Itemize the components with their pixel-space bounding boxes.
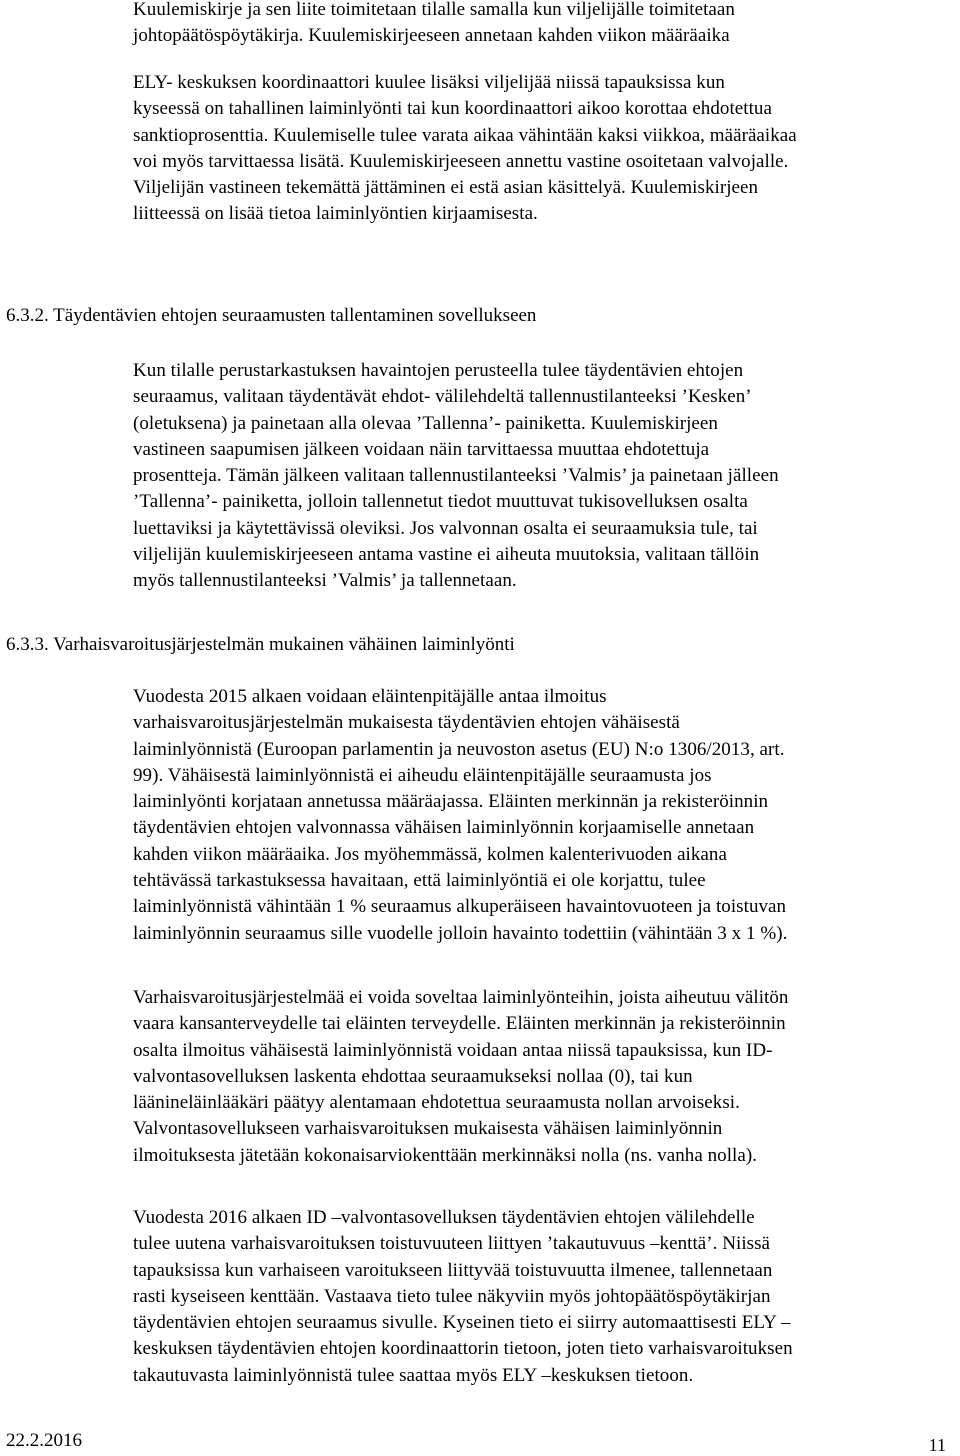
intro-paragraph-2: ELY- keskuksen koordinaattori kuulee lisäksi viljelijää niissä tapauksissa kun kyseessä on tahallinen laiminlyönti tai kun koordinaattori aikoo korottaa ehdotettua sanktioprosenttia. Kuulemiselle tulee varata aikaa vähintään kaksi viikkoa, määräaikaa voi myös tarvittaessa lisätä. Kuulemiskirjeeseen annettu vastine osoitetaan valvojalle. Viljelijän vastineen tekemättä jättäminen ei estä asian käsittelyä. Kuulemiskirjeen liitteessä on lisää tietoa laiminlyöntien kirjaamisesta. [133,72,797,225]
section-6-3-3-paragraph-2: Varhaisvaroitusjärjestelmää ei voida soveltaa laiminlyönteihin, joista aiheutuu välitön vaara kansanterveydelle tai eläinten terveydelle. Eläinten merkinnän ja rekisteröinnin osalta ilmoitus vähäisestä laiminlyönnistä voidaan antaa niissä tapauksissa, kun ID- valvontasovelluksen laskenta ehdottaa seuraamukseksi nollaa (0), tai kun läänineläinlääkäri päätyy alentamaan ehdotettua seuraamusta nollan arvoiseksi. Valvontasovellukseen varhaisvaroituksen mukaisesta vähäisen laiminlyönnin ilmoituksesta jätetään kokonaisarviokenttään merkinnäksi nolla (ns. vanha nolla). [133,987,789,1166]
page-number: 11 [928,1435,946,1455]
section-6-3-2-body: Kun tilalle perustarkastuksen havaintojen perusteella tulee täydentävien ehtojen seuraamus, valitaan täydentävät ehdot- välilehdeltä tallennustilanteeksi ’Kesken’ (oletuksena) ja painetaan alla olevaa ’Tallenna’- painiketta. Kuulemiskirjeen vastineen saapumisen jälkeen voidaan näin tarvittaessa muuttaa ehdotettuja prosentteja. Tämän jälkeen valitaan tallennustilanteeksi ’Valmis’ ja painetaan jälleen ’Tallenna’- painiketta, jolloin tallennetut tiedot muuttuvat tukisovelluksen osalta luettaviksi ja käytettävissä oleviksi. Jos valvonnan osalta ei seuraamuksia tule, tai viljelijän kuulemiskirjeeseen antama vastine ei aiheuta muutoksia, valitaan tällöin myös tallennustilanteeksi ’Valmis’ ja tallennetaan. [133,360,779,592]
section-heading-6-3-3: 6.3.3. Varhaisvaroitusjärjestelmän mukainen vähäinen laiminlyönti [6,634,515,655]
intro-paragraph-1: Kuulemiskirje ja sen liite toimitetaan tilalle samalla kun viljelijälle toimitetaan johtopäätöspöytäkirja. Kuulemiskirjeeseen annetaan kahden viikon määräaika [133,0,735,47]
section-6-3-3-paragraph-1: Vuodesta 2015 alkaen voidaan eläintenpitäjälle antaa ilmoitus varhaisvaroitusjärjestelmän mukaisesta täydentävien ehtojen vähäisestä laiminlyönnistä (Euroopan parlamentin ja neuvoston asetus (EU) N:o 1306/2013, art. 99). Vähäisestä laiminlyönnistä ei aiheudu eläintenpitäjälle seuraamusta jos laiminlyönti korjataan annetussa määräajassa. Eläinten merkinnän ja rekisteröinnin täydentävien ehtojen valvonnassa vähäisen laiminlyönnin korjaamiselle annetaan kahden viikon määräaika. Jos myöhemmässä, kolmen kalenterivuoden aikana tehtävässä tarkastuksessa havaitaan, että laiminlyöntiä ei ole korjattu, tulee laiminlyönnistä vähintään 1 % seuraamus alkuperäiseen havaintovuoteen ja toistuvan laiminlyönnin seuraamus sille vuodelle jolloin havainto todettiin (vähintään 3 x 1 %). [133,686,788,944]
footer-date: 22.2.2016 [6,1430,82,1451]
section-heading-6-3-2: 6.3.2. Täydentävien ehtojen seuraamusten tallentaminen sovellukseen [6,305,537,326]
section-6-3-3-paragraph-3: Vuodesta 2016 alkaen ID –valvontasovelluksen täydentävien ehtojen välilehdelle tulee uutena varhaisvaroituksen toistuvuuteen liittyen ’takautuvuus –kenttä’. Niissä tapauksissa kun varhaiseen varoitukseen liittyvää toistuvuutta ilmenee, tallennetaan rasti kyseiseen kenttään. Vastaava tieto tulee näkyviin myös johtopäätöspöytäkirjan täydentävien ehtojen seuraamus sivulle. Kyseinen tieto ei siirry automaattisesti ELY – keskuksen täydentävien ehtojen koordinaattorin tietoon, joten tieto varhaisvaroituksen takautuvasta laiminlyönnistä tulee saattaa myös ELY –keskuksen tietoon. [133,1207,793,1386]
